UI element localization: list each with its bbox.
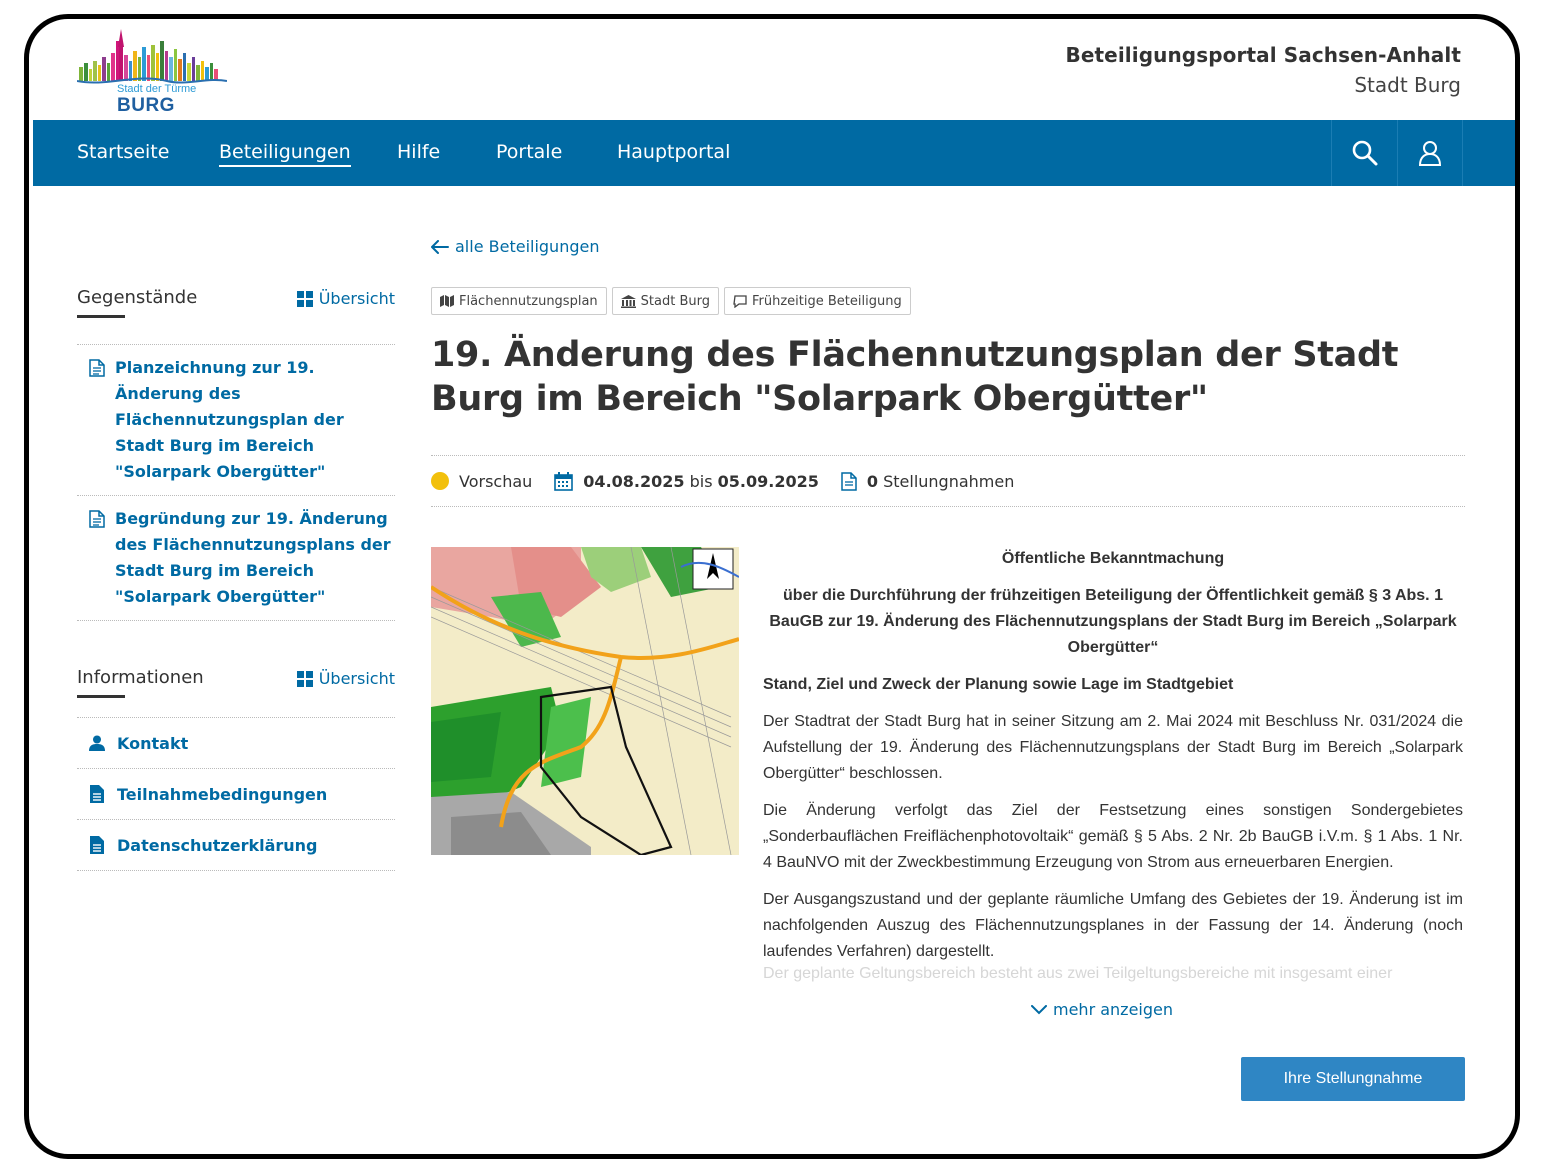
- portal-title: Beteiligungsportal Sachsen-Anhalt: [1065, 43, 1461, 67]
- comment-icon: [733, 295, 747, 308]
- status-indicator: [431, 472, 532, 491]
- announcement-paragraph: Die Änderung verfolgt das Ziel der Festsetzung eines sonstigen Sondergebietes „Sonderbauflächen Freiflächenphotovoltaik“ gemäß § 5 Abs. 2 Nr. 2b BauGB i.V.m. § 1 Abs. 1 Nr. 4 BauNVO mit der Zweckbestimmung Erzeugung von Strom aus erneuerbaren Energien.: [763, 802, 1463, 871]
- sidebar-link-label: Teilnahmebedingungen: [117, 784, 328, 804]
- file-text-icon: [89, 506, 105, 610]
- date-range: [554, 472, 819, 491]
- announcement-subheading: über die Durchführung der frühzeitigen Beteiligung der Öffentlichkeit gemäß § 3 Abs. 1 BauGB zur 19. Änderung des Flächennutzungsplans der Stadt Burg im Bereich „Solarpark Obergütter“: [769, 587, 1457, 656]
- sidebar-doc-planzeichnung[interactable]: [77, 345, 395, 495]
- show-more-link[interactable]: [1031, 1000, 1173, 1019]
- arrow-left-icon: [431, 240, 449, 254]
- nav-item-portale[interactable]: Portale: [496, 141, 563, 163]
- grid-icon: [297, 291, 313, 307]
- main-content: [431, 237, 1465, 1087]
- browser-frame: [24, 14, 1520, 1159]
- document-icon: [89, 785, 105, 803]
- site-header: [29, 19, 1515, 120]
- calendar-icon: [554, 472, 573, 491]
- city-logo[interactable]: [77, 27, 227, 115]
- file-text-icon: [89, 355, 105, 485]
- person-icon: [89, 735, 105, 751]
- sidebar-section-header: [77, 279, 395, 319]
- divider: [77, 620, 395, 621]
- chevron-down-icon: [1031, 1005, 1047, 1015]
- faded-preview-line: Der geplante Geltungsbereich besteht aus zwei Teilgeltungsbereiche mit insgesamt einer: [763, 965, 1393, 982]
- announcement-paragraph: Der Ausgangszustand und der geplante räumliche Umfang des Gebietes der 19. Änderung ist im nachfolgenden Auszug des Flächennutzungsplanes in der Fassung der 14. Änderung (noch laufendes Verfahren) dargestellt.: [763, 891, 1463, 960]
- submit-statement-button[interactable]: Ihre Stellungnahme: [1241, 1057, 1465, 1101]
- tag-label: Stadt Burg: [640, 293, 710, 309]
- nav-item-beteiligungen[interactable]: Beteiligungen: [219, 141, 351, 167]
- plan-map-thumbnail[interactable]: [431, 547, 739, 855]
- participation-meta: [431, 455, 1465, 507]
- informationen-overview-link[interactable]: [297, 669, 395, 688]
- sidebar-link-label: Datenschutzerklärung: [117, 835, 318, 855]
- nav-item-hauptportal[interactable]: Hauptportal: [617, 141, 731, 163]
- sidebar-doc-begruendung[interactable]: [77, 496, 395, 620]
- comments-label: Stellungnahmen: [883, 471, 1015, 491]
- sidebar-link-label: Kontakt: [117, 733, 189, 753]
- gegenstaende-overview-link[interactable]: [297, 289, 395, 308]
- comments-count: [841, 472, 1015, 491]
- back-link[interactable]: [431, 237, 1465, 256]
- map-icon: [440, 295, 454, 307]
- sidebar-section-header: [77, 659, 395, 699]
- overview-label: Übersicht: [318, 289, 395, 308]
- divider: [77, 870, 395, 871]
- tag-fruehzeitige-beteiligung[interactable]: [724, 287, 911, 315]
- tag-stadt-burg[interactable]: [612, 287, 719, 315]
- sidebar-link-datenschutz[interactable]: [77, 820, 395, 870]
- sidebar-heading-gegenstaende: Gegenstände: [77, 287, 197, 318]
- logo-city: BURG: [117, 95, 175, 116]
- portal-title-block: [1066, 43, 1461, 97]
- logo-tagline: Stadt der Türme: [117, 83, 197, 95]
- section-title: Stand, Ziel und Zweck der Planung sowie Lage im Stadtgebiet: [763, 676, 1234, 693]
- page-title: 19. Änderung des Flächennutzungsplan der Stadt Burg im Bereich "Solarpark Obergütter": [431, 335, 1399, 419]
- tag-label: Flächennutzungsplan: [459, 293, 598, 309]
- show-more-label: mehr anzeigen: [1053, 1000, 1174, 1019]
- tag-flaechennutzungsplan[interactable]: [431, 287, 607, 315]
- document-icon: [89, 836, 105, 854]
- nav-item-hilfe[interactable]: Hilfe: [397, 141, 441, 163]
- tag-label: Frühzeitige Beteiligung: [751, 293, 902, 309]
- back-link-label: alle Beteiligungen: [455, 237, 600, 256]
- grid-icon: [297, 671, 313, 687]
- user-login-button[interactable]: [1397, 120, 1463, 186]
- sidebar-link-kontakt[interactable]: [77, 718, 395, 768]
- announcement-text: [763, 546, 1463, 976]
- main-navigation: [33, 120, 1517, 186]
- portal-subtitle: Stadt Burg: [1354, 73, 1461, 97]
- search-button[interactable]: [1331, 120, 1397, 186]
- description-section: [431, 547, 1465, 1087]
- tag-list: [431, 287, 1465, 315]
- nav-item-startseite[interactable]: Startseite: [77, 141, 170, 163]
- end-date: 05.09.2025: [717, 471, 819, 491]
- building-icon: [621, 295, 636, 308]
- date-separator: bis: [689, 471, 713, 491]
- sidebar-doc-label: Begründung zur 19. Änderung des Flächennutzungsplans der Stadt Burg im Bereich "Solarpark Obergütter": [115, 509, 391, 606]
- announcement-heading: Öffentliche Bekanntmachung: [1001, 550, 1225, 567]
- file-text-icon: [841, 472, 857, 491]
- user-icon: [1417, 139, 1443, 167]
- overview-label: Übersicht: [318, 669, 395, 688]
- start-date: 04.08.2025: [583, 471, 685, 491]
- sidebar-doc-label: Planzeichnung zur 19. Änderung des Flächennutzungsplan der Stadt Burg im Bereich "Solarpark Obergütter": [115, 358, 344, 481]
- status-dot: [431, 472, 449, 490]
- search-icon: [1351, 139, 1379, 167]
- sidebar-link-teilnahmebedingungen[interactable]: [77, 769, 395, 819]
- status-label: Vorschau: [459, 471, 533, 491]
- announcement-paragraph: Der Stadtrat der Stadt Burg hat in seiner Sitzung am 2. Mai 2024 mit Beschluss Nr. 031/2024 die Aufstellung der 19. Änderung des Flächennutzungsplans der Stadt Burg im Bereich „Solarpark Obergütter“ beschlossen.: [763, 713, 1463, 782]
- sidebar: [77, 279, 395, 871]
- map-image: [431, 547, 739, 855]
- comments-number: 0: [866, 471, 878, 491]
- sidebar-heading-informationen: Informationen: [77, 667, 204, 698]
